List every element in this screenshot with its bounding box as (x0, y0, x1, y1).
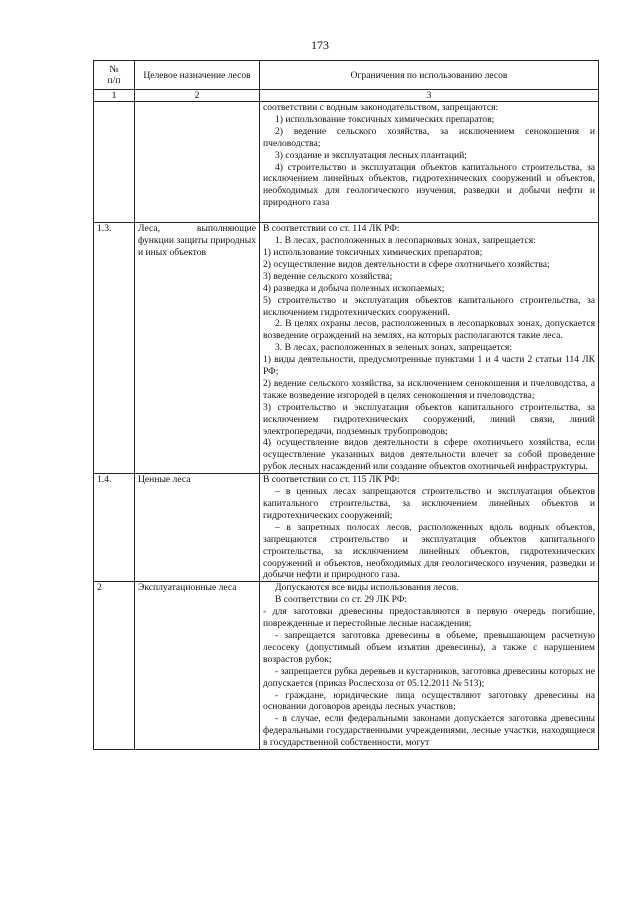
paragraph: 1) использование токсичных химических препаратов; (275, 113, 495, 125)
paragraph: - граждане, юридические лица осуществляют заготовку древесины на основании договоров аренды лесных участков; (263, 689, 595, 713)
paragraph: В соответствии со ст. 29 ЛК РФ: (275, 594, 408, 606)
paragraph: - в случае, если федеральными законами допускается заготовка древесины федеральными государственными учреждениями, лесные участки, находящиеся в государственной собственности, могут (263, 713, 595, 749)
row-number: 1.3. (94, 223, 135, 474)
paragraph: 3) создание и эксплуатация лесных плантаций; (275, 149, 467, 161)
col-number-3: 3 (260, 90, 599, 102)
paragraph: – в ценных лесах запрещаются строительство и эксплуатация объектов капитального строительства, за исключением линейных объектов и гидротехнических сооружений; (263, 486, 595, 521)
paragraph: соответствии с водным законодательством, запрещаются: (263, 102, 499, 113)
paragraph: 1. В лесах, расположенных в лесопарковых зонах, запрещается: (275, 235, 536, 247)
row-number (94, 102, 135, 223)
paragraph: В соответствии со ст. 114 ЛК РФ: (263, 223, 400, 235)
row-number: 2 (94, 582, 135, 750)
paragraph: 3. В лесах, расположенных в зеленых зонах, запрещается: (275, 342, 513, 354)
table-row (94, 223, 599, 474)
row-purpose: Ценные леса (135, 474, 260, 582)
row-purpose: Леса, выполняющие функции защиты природных и иных объектов (135, 223, 260, 474)
paragraph: 2. В целях охраны лесов, расположенных в лесопарковых зонах, допускается возведение ограждений на землях, на которых располагаются такие леса. (263, 318, 595, 342)
paragraph: 4) строительство и эксплуатация объектов капитального строительства, за исключением линейных объектов, гидротехнических сооружений и объектов, необходимых для геологического изучения, разведки и добычи нефти и природного газа (263, 161, 595, 209)
table-row (94, 582, 599, 750)
header-num (94, 61, 135, 90)
paragraph: 2) ведение сельского хозяйства, за исключением сенокошения и пчеловодства; (263, 125, 595, 149)
paragraph: - запрещается рубка деревьев и кустарников, заготовка древесины которых не допускается (приказ Рослесхоза от 05.12.2011 № 513); (263, 665, 595, 689)
header-restrictions (260, 61, 599, 90)
paragraph: В соответствии со ст. 115 ЛК РФ: (263, 474, 400, 486)
paragraph: 1) использование токсичных химических препаратов; (263, 246, 483, 258)
table-row (94, 102, 599, 223)
header-num-text: № п/п (107, 64, 121, 86)
page-number: 173 (311, 38, 329, 52)
row-number: 1.4. (94, 474, 135, 582)
paragraph: 4) разведка и добыча полезных ископаемых; (263, 282, 445, 294)
row-restrictions (260, 223, 599, 474)
row-restrictions (260, 582, 599, 750)
table-header-row (94, 61, 599, 90)
paragraph: – в запретных полосах лесов, расположенных вдоль водных объектов, запрещаются строительство и эксплуатация объектов капитального строительства, за исключением линейных объектов, гидротехнических сооружений и объектов, необходимых для геологического изучения, разведки и добычи нефти и природного газа. (263, 521, 595, 581)
col-number-1: 1 (94, 90, 135, 102)
paragraph: Допускаются все виды использования лесов. (275, 582, 459, 594)
paragraph: 2) осуществление видов деятельности в сфере охотничьего хозяйства; (263, 258, 550, 270)
row-purpose: Эксплуатационные леса (135, 582, 260, 750)
header-name-text: Целевое назначение лесов (143, 69, 251, 81)
col-number-2: 2 (135, 90, 260, 102)
header-restrictions-text: Ограничения по использованию лесов (350, 69, 508, 81)
column-number-row (94, 90, 599, 102)
paragraph: 5) строительство и эксплуатация объектов капитального строительства, за исключением гидротехнических сооружений. (263, 294, 595, 318)
paragraph: 2) ведение сельского хозяйства, за исключением сенокошения и пчеловодства, а также возведение изгородей в целях сенокошения и пчеловодства; (263, 377, 595, 401)
paragraph: - для заготовки древесины предоставляются в первую очередь погибшие, поврежденные и перестойные лесные насаждения; (263, 606, 595, 630)
paragraph: 4) осуществление видов деятельности в сфере охотничьего хозяйства, если осуществление указанных видов деятельности влечет за собой проведение рубок лесных насаждений или создание объектов охотничьей инфраструктуры. (263, 437, 595, 473)
restrictions-table (93, 60, 599, 750)
paragraph: 3) строительство и эксплуатация объектов капитального строительства, за исключением гидротехнических сооружений, линий связи, линий электропередачи, подземных трубопроводов; (263, 401, 595, 437)
row-restrictions (260, 474, 599, 582)
paragraph: 1) виды деятельности, предусмотренные пунктами 1 и 4 части 2 статьи 114 ЛК РФ; (263, 354, 595, 378)
paragraph: 3) ведение сельского хозяйства; (263, 270, 393, 282)
row-restrictions (260, 102, 599, 223)
header-name (135, 61, 260, 90)
row-purpose (135, 102, 260, 223)
table-row (94, 474, 599, 582)
paragraph: - запрещается заготовка древесины в объеме, превышающем расчетную лесосеку (допустимый объем изъятия древесины), а также с нарушением возрастов рубок; (263, 629, 595, 665)
